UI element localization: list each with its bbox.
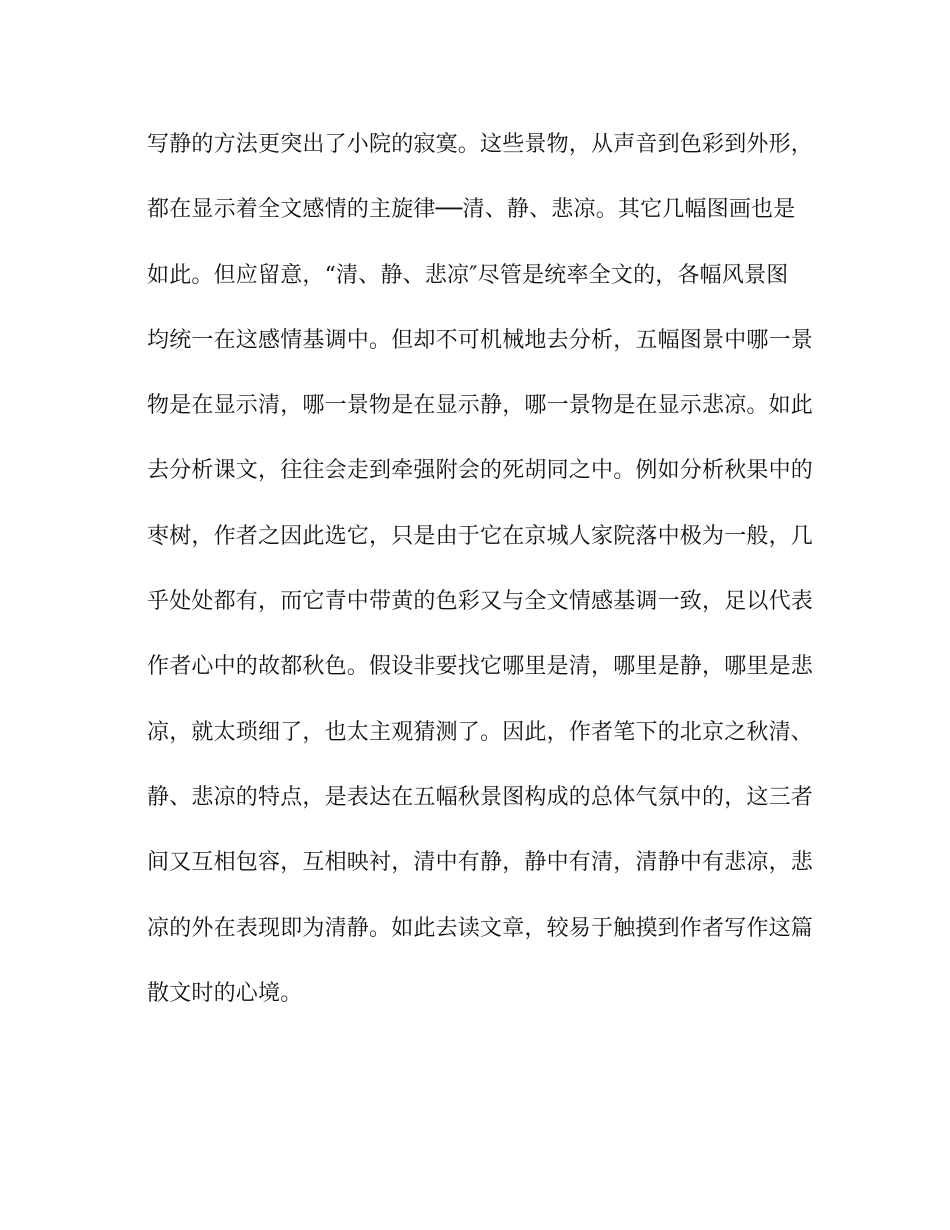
body-text xyxy=(147,125,814,1039)
text-line: 作者心中的故都秋色。假设非要找它哪里是清，哪里是静，哪里是悲 xyxy=(147,654,814,680)
text-line: 去分析课文，往往会走到牵强附会的死胡同之中。例如分析秋果中的 xyxy=(147,458,814,484)
text-line: 间又互相包容，互相映衬，清中有静，静中有清，清静中有悲凉，悲 xyxy=(147,850,814,876)
text-line: 写静的方法更突出了小院的寂寞。这些景物，从声音到色彩到外形， xyxy=(147,132,814,157)
text-line: 如此。但应留意，“清、静、悲凉″尽管是统率全文的，各幅风景图 xyxy=(147,262,789,288)
text-line: 静、悲凉的特点，是表达在五幅秋景图构成的总体气氛中的，这三者 xyxy=(147,784,814,810)
text-line: 均统一在这感情基调中。但却不可机械地去分析，五幅图景中哪一景 xyxy=(147,327,814,353)
text-line: 物是在显示清，哪一景物是在显示静，哪一景物是在显示悲凉。如此 xyxy=(147,393,814,419)
text-line: 凉，就太琐细了，也太主观猜测了。因此，作者笔下的北京之秋清、 xyxy=(147,719,814,745)
text-line: 凉的外在表现即为清静。如此去读文章，较易于触摸到作者写作这篇 xyxy=(147,915,814,941)
text-line: 枣树，作者之因此选它，只是由于它在京城人家院落中极为一般，几 xyxy=(147,523,814,549)
text-line: 都在显示着全文感情的主旋律──清、静、悲凉。其它几幅图画也是 xyxy=(147,197,796,223)
text-line: 乎处处都有，而它青中带黄的色彩又与全文情感基调一致，足以代表 xyxy=(147,589,814,615)
text-line: 散文时的心境。 xyxy=(147,980,303,1006)
